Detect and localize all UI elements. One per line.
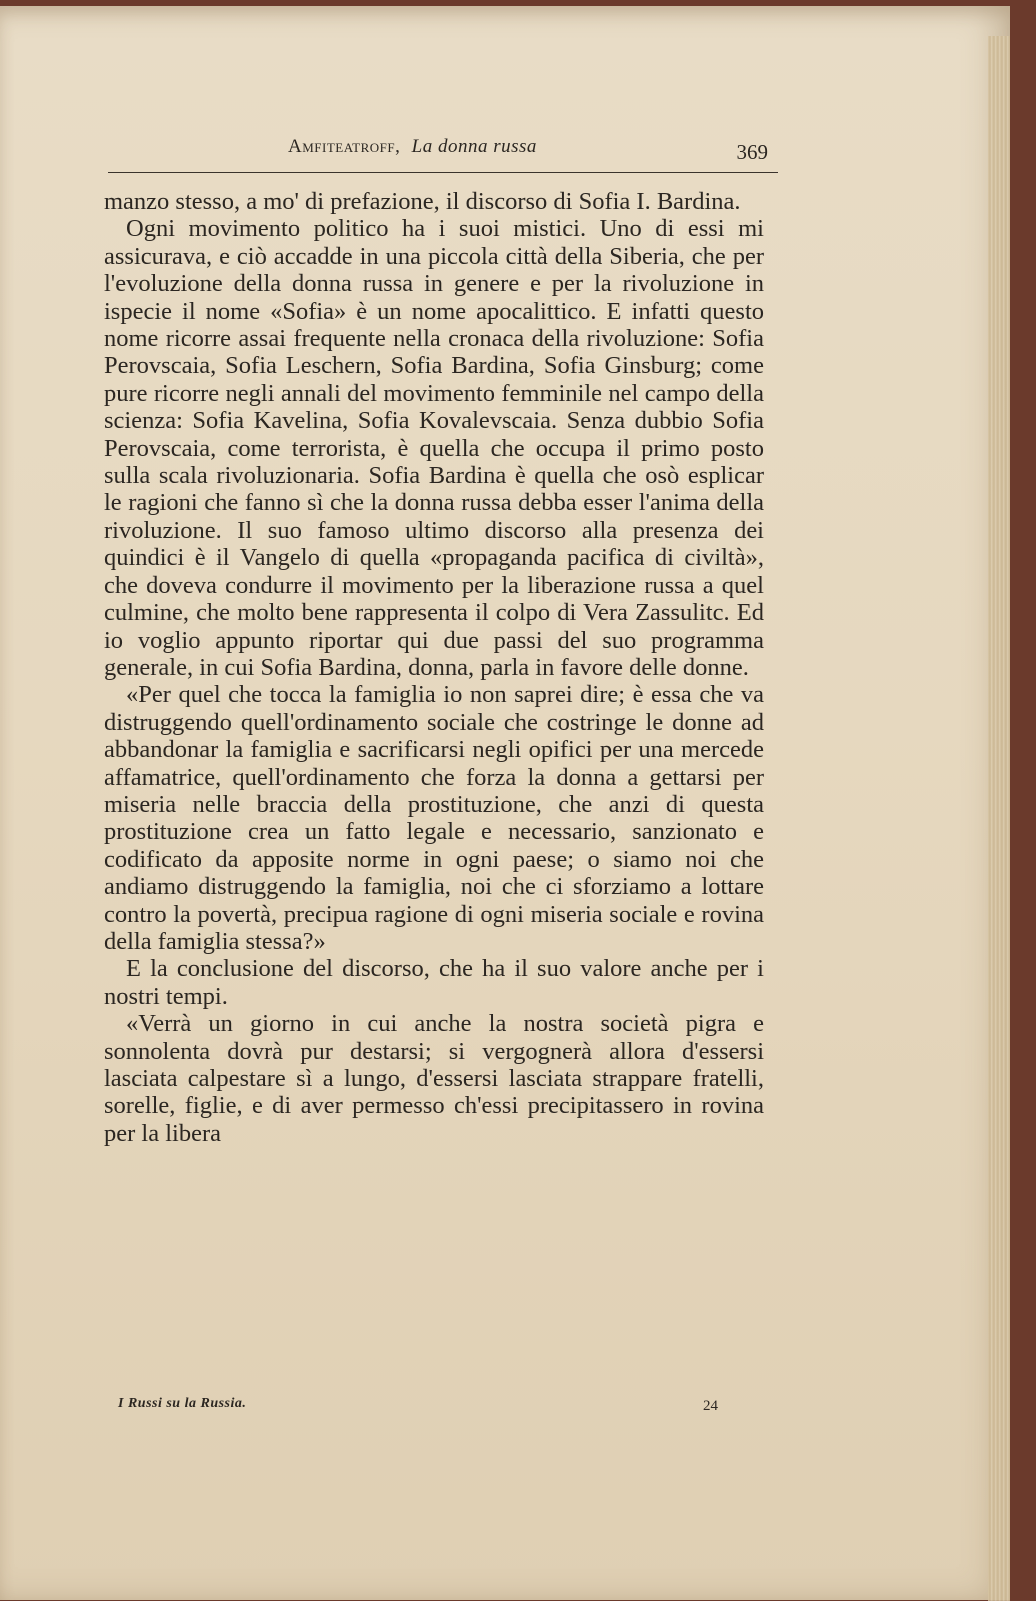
- paragraph-continuation: manzo stesso, a mo' di prefazione, il discorso di Sofia I. Bardina.: [104, 188, 741, 215]
- paragraph-quote-conclusion: «Verrà un giorno in cui anche la nostra società pigra e sonnolenta dovrà pur destarsi; si vergognerà allora d'essersi lasciata calpestare sì a lungo, d'essersi lasciata strappare fratelli, sorelle, figlie, e di aver permesso ch'essi precipitassero in rovina per la libera: [104, 1010, 764, 1147]
- paragraph-quote-family: «Per quel che tocca la famiglia io non saprei dire; è essa che va distruggendo quell'ordinamento sociale che costringe le donne ad abbandonar la famiglia e sacrificarsi negli opifici per una mercede affamatrice, quell'ordinamento che forza la donna a gettarsi per miseria nelle braccia della prostituzione, che anzi di questa prostituzione crea un fatto legale e necessario, sanzionato e codificato da apposite norme in ogni paese; o siamo noi che andiamo distruggendo la famiglia, noi che ci sforziamo a lottare contro la povertà, precipua ragione di ogni miseria sociale e rovina della famiglia stessa?»: [104, 681, 764, 955]
- running-head-title: La donna russa: [411, 136, 537, 157]
- running-head: [288, 136, 537, 158]
- signature-mark: I Russi su la Russia.: [118, 1396, 247, 1411]
- running-head-author: Amfiteatroff: [288, 136, 396, 157]
- paragraph-mystics: Ogni movimento politico ha i suoi mistici. Uno di essi mi assicurava, e ciò accadde in una piccola città della Siberia, che per l'evoluzione della donna russa in genere e per la rivoluzione in ispecie il nome «Sofia» è un nome apocalittico. E infatti questo nome ricorre assai frequente nella cronaca della rivoluzione: Sofia Perovscaia, Sofia Leschern, Sofia Bardina, Sofia Ginsburg; come pure ricorre negli annali del movimento femminile nel campo della scienza: Sofia Kavelina, Sofia Kovalevscaia. Senza dubbio Sofia Perovscaia, come terrorista, è quella che occupa il primo posto sulla scala rivoluzionaria. Sofia Bardina è quella che osò esplicar le ragioni che fanno sì che la donna russa debba esser l'anima della rivoluzione. Il suo famoso ultimo discorso alla presenza dei quindici è il Vangelo di quella «propaganda pacifica di civiltà», che doveva condurre il movimento per la liberazione russa a quel culmine, che molto bene rappresenta il colpo di Vera Zassulitc. Ed io voglio appunto riportar qui due passi del suo programma generale, in cui Sofia Bardina, donna, parla in favore delle donne.: [104, 215, 764, 681]
- book-page: [0, 6, 1010, 1600]
- page-footer: [118, 1396, 718, 1420]
- sheet-number: 24: [703, 1398, 718, 1414]
- running-head-separator: ,: [395, 136, 401, 157]
- paragraph-conclusion-intro: E la conclusione del discorso, che ha il suo valore anche per i nostri tempi.: [104, 955, 764, 1010]
- body-text: [104, 188, 764, 1147]
- page-header: [108, 132, 778, 173]
- page-number: 369: [736, 140, 768, 164]
- page-edge: [988, 36, 1010, 1601]
